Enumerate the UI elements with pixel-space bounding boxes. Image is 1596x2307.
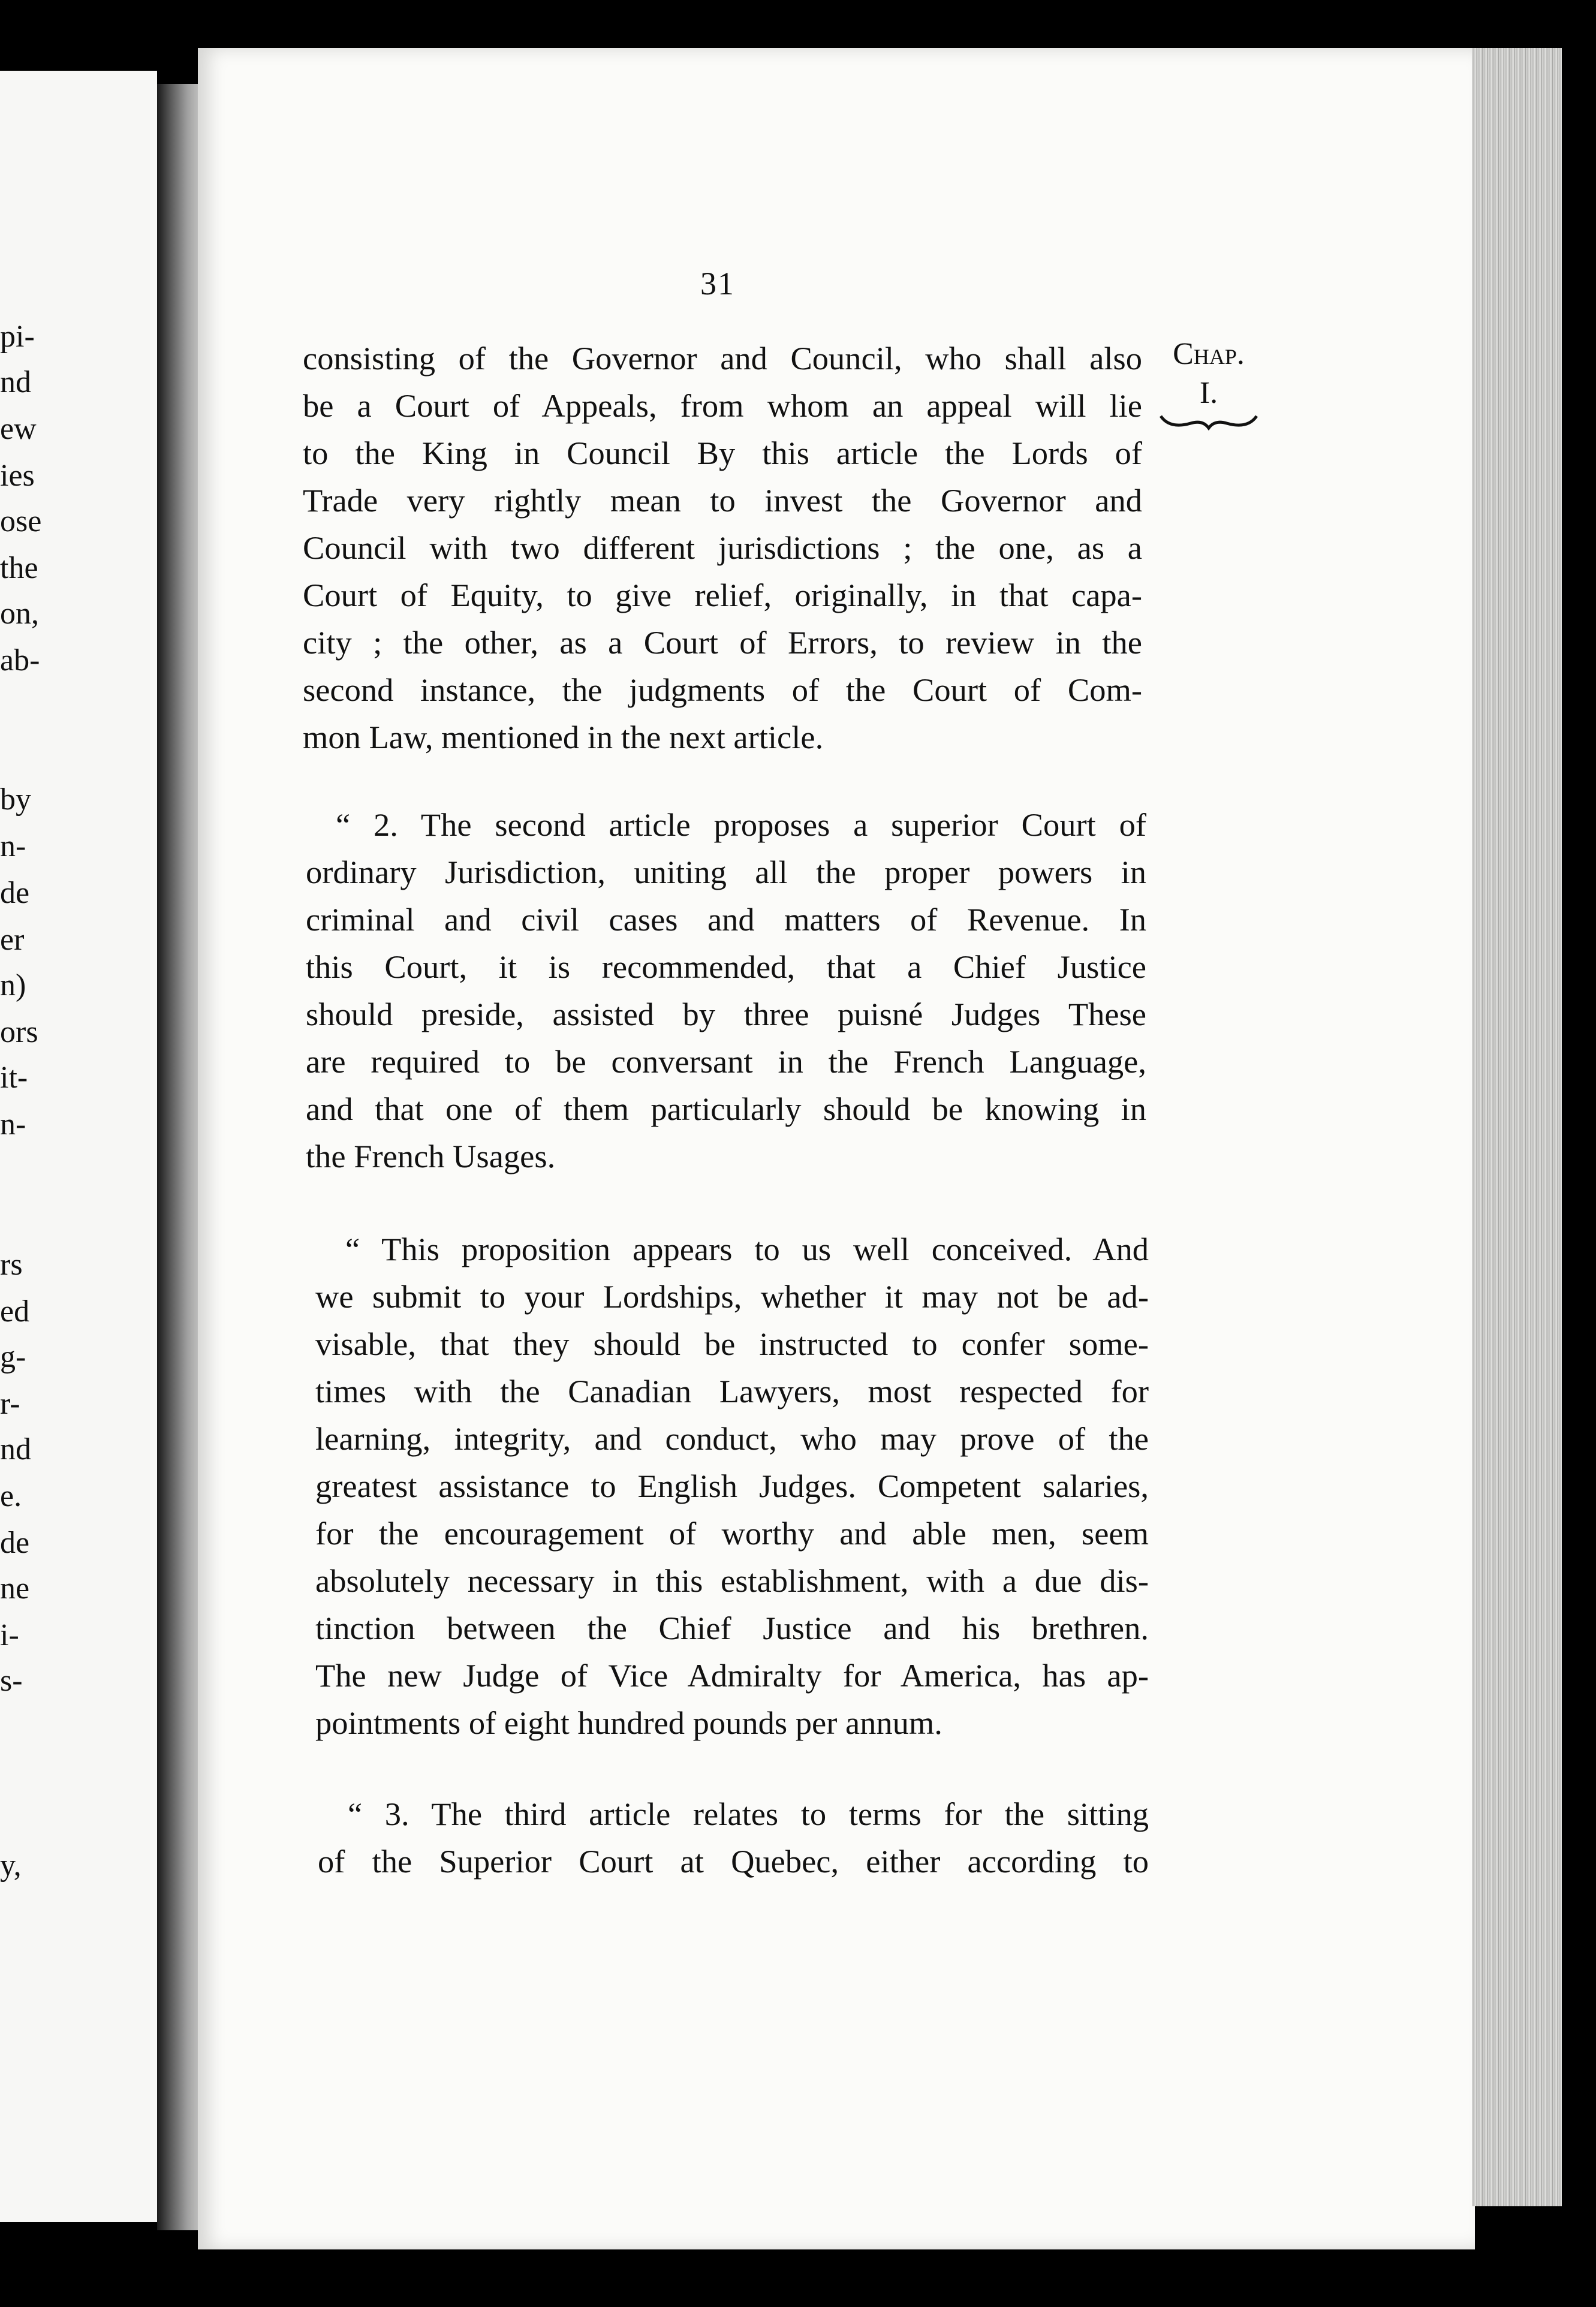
previous-page-fragment <box>0 71 157 2222</box>
left-fragment: on, <box>0 597 39 631</box>
paragraph-1 <box>303 335 1142 761</box>
text-line: for the encouragement of worthy and able men, seem <box>315 1515 1149 1552</box>
text-line: criminal and civil cases and matters of Revenue. In <box>306 901 1146 938</box>
text-line: Trade very rightly mean to invest the Governor and <box>303 482 1142 519</box>
left-fragment: nd <box>0 365 31 399</box>
left-fragment: ose <box>0 504 42 538</box>
text-line: visable, that they should be instructed to confer some- <box>315 1326 1149 1362</box>
text-line: tinction between the Chief Justice and his brethren. <box>315 1610 1149 1646</box>
left-fragment: by <box>0 782 31 817</box>
text-line: to the King in Council By this article the Lords of <box>303 435 1142 471</box>
brace-ornament-icon <box>1158 409 1260 435</box>
chapter-label: Chap. <box>1173 337 1245 371</box>
left-fragment: nd <box>0 1432 31 1466</box>
page-edges <box>1472 48 1562 2206</box>
text-line: “ 2. The second article proposes a superior Court of <box>336 806 1146 843</box>
text-line: greatest assistance to English Judges. Competent salaries, <box>315 1468 1149 1504</box>
text-line: of the Superior Court at Quebec, either according to <box>318 1843 1149 1880</box>
left-fragment: rs <box>0 1248 23 1282</box>
left-fragment: n- <box>0 829 26 863</box>
left-fragment: r- <box>0 1387 20 1421</box>
left-fragment: ed <box>0 1294 30 1329</box>
left-fragment: e. <box>0 1479 22 1513</box>
text-line: pointments of eight hundred pounds per annum. <box>315 1704 942 1741</box>
left-fragment: n) <box>0 968 26 1002</box>
left-fragment: pi- <box>0 320 35 354</box>
text-line: The new Judge of Vice Admiralty for America, has ap- <box>315 1657 1149 1694</box>
text-line: this Court, it is recommended, that a Chief Justice <box>306 948 1146 985</box>
text-line: be a Court of Appeals, from whom an appeal will lie <box>303 387 1142 424</box>
text-line: ordinary Jurisdiction, uniting all the proper powers in <box>306 854 1146 890</box>
paragraph-3 <box>315 1225 1149 1746</box>
text-line: are required to be conversant in the French Language, <box>306 1043 1146 1080</box>
text-line: second instance, the judgments of the Court of Com- <box>303 671 1142 708</box>
left-fragment: n- <box>0 1107 26 1142</box>
paragraph-2 <box>306 801 1146 1180</box>
text-line: absolutely necessary in this establishment, with a due dis- <box>315 1562 1149 1599</box>
paragraph-4 <box>318 1790 1149 1885</box>
chapter-number: I. <box>1199 376 1218 410</box>
text-line: consisting of the Governor and Council, who shall also <box>303 340 1142 377</box>
chapter-margin-note <box>1155 331 1263 435</box>
left-fragment: ew <box>0 412 37 446</box>
text-line: learning, integrity, and conduct, who may prove of the <box>315 1420 1149 1457</box>
left-fragment: er <box>0 923 25 957</box>
text-line: the French Usages. <box>306 1138 556 1174</box>
left-fragment: ne <box>0 1571 30 1606</box>
left-fragment: ors <box>0 1015 38 1049</box>
left-fragment: de <box>0 1526 30 1560</box>
text-line: Council with two different jurisdictions ; the one, as a <box>303 529 1142 566</box>
left-fragment: de <box>0 876 30 910</box>
text-line: Court of Equity, to give relief, originally, in that capa- <box>303 577 1142 613</box>
left-fragment: it- <box>0 1061 28 1095</box>
text-line: city ; the other, as a Court of Errors, to review in the <box>303 624 1142 661</box>
text-line: we submit to your Lordships, whether it may not be ad- <box>315 1278 1149 1315</box>
text-line: “ 3. The third article relates to terms for the sitting <box>348 1796 1149 1832</box>
page-number: 31 <box>700 266 735 302</box>
text-line: “ This proposition appears to us well conceived. And <box>345 1231 1149 1267</box>
text-line: and that one of them particularly should be knowing in <box>306 1091 1146 1127</box>
left-fragment: g- <box>0 1340 26 1374</box>
left-fragment: ab- <box>0 643 40 677</box>
left-fragment: y, <box>0 1848 22 1883</box>
left-fragment: s- <box>0 1664 23 1698</box>
text-line: should preside, assisted by three puisné Judges These <box>306 996 1146 1032</box>
left-fragment: ies <box>0 459 35 493</box>
text-line: mon Law, mentioned in the next article. <box>303 719 824 755</box>
left-fragment: i- <box>0 1618 19 1652</box>
left-fragment: the <box>0 551 38 585</box>
text-line: times with the Canadian Lawyers, most respected for <box>315 1373 1149 1410</box>
